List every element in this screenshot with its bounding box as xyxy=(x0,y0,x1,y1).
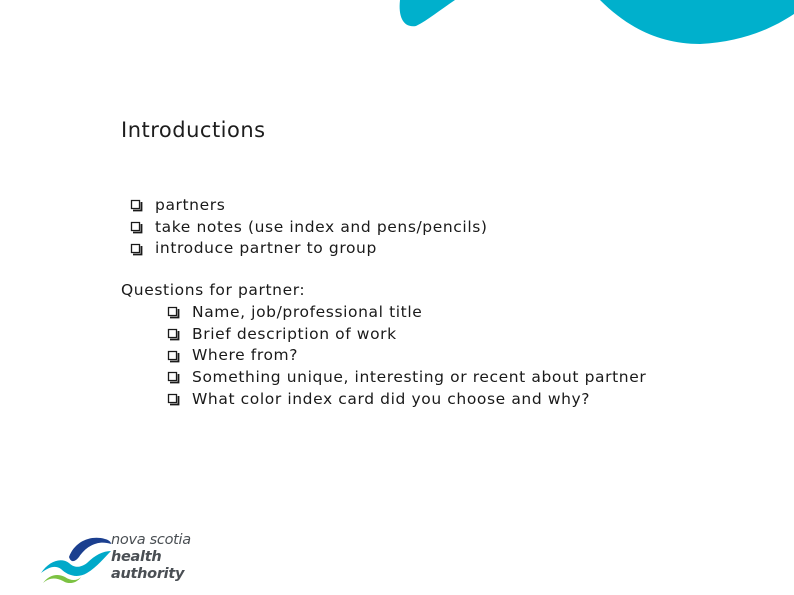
logo-green-wave xyxy=(43,575,81,583)
list-item xyxy=(167,389,646,411)
list-item xyxy=(130,238,488,260)
questions-heading: Questions for partner: xyxy=(121,281,306,299)
list-item-text: introduce partner to group xyxy=(155,239,377,258)
list-item-text: What color index card did you choose and why? xyxy=(192,389,591,408)
logo-line-nova-scotia: nova scotia xyxy=(111,532,191,548)
checkbox-icon xyxy=(130,243,143,256)
list-item-text: Name, job/professional title xyxy=(192,303,423,321)
swoosh-right-shape xyxy=(600,0,794,44)
logo-wordmark xyxy=(111,532,229,583)
list-item xyxy=(167,324,646,346)
logo-line-health-authority: health authority xyxy=(111,549,185,582)
checkbox-icon xyxy=(130,199,143,212)
top-swoosh-decoration xyxy=(0,0,794,70)
checkbox-icon xyxy=(167,371,180,384)
list-item-text: take notes (use index and pens/pencils) xyxy=(155,217,488,236)
checkbox-icon xyxy=(167,328,180,341)
list-item xyxy=(167,302,646,324)
checkbox-icon xyxy=(167,350,180,363)
intro-steps-list xyxy=(130,195,488,260)
checkbox-icon xyxy=(167,306,180,319)
questions-list xyxy=(167,302,646,411)
list-item-text: partners xyxy=(155,196,226,214)
slide-title: Introductions xyxy=(121,118,266,142)
list-item-text: Where from? xyxy=(192,346,299,365)
list-item xyxy=(167,367,646,389)
list-item xyxy=(130,217,488,239)
swoosh-left-shape xyxy=(400,0,455,26)
list-item xyxy=(130,195,488,217)
nova-scotia-health-authority-logo xyxy=(39,527,229,583)
logo-wave-icon xyxy=(39,527,113,583)
checkbox-icon xyxy=(167,393,180,406)
list-item-text: Something unique, interesting or recent about partner xyxy=(192,368,647,387)
list-item xyxy=(167,345,646,367)
list-item-text: Brief description of work xyxy=(192,324,397,343)
checkbox-icon xyxy=(130,221,143,234)
